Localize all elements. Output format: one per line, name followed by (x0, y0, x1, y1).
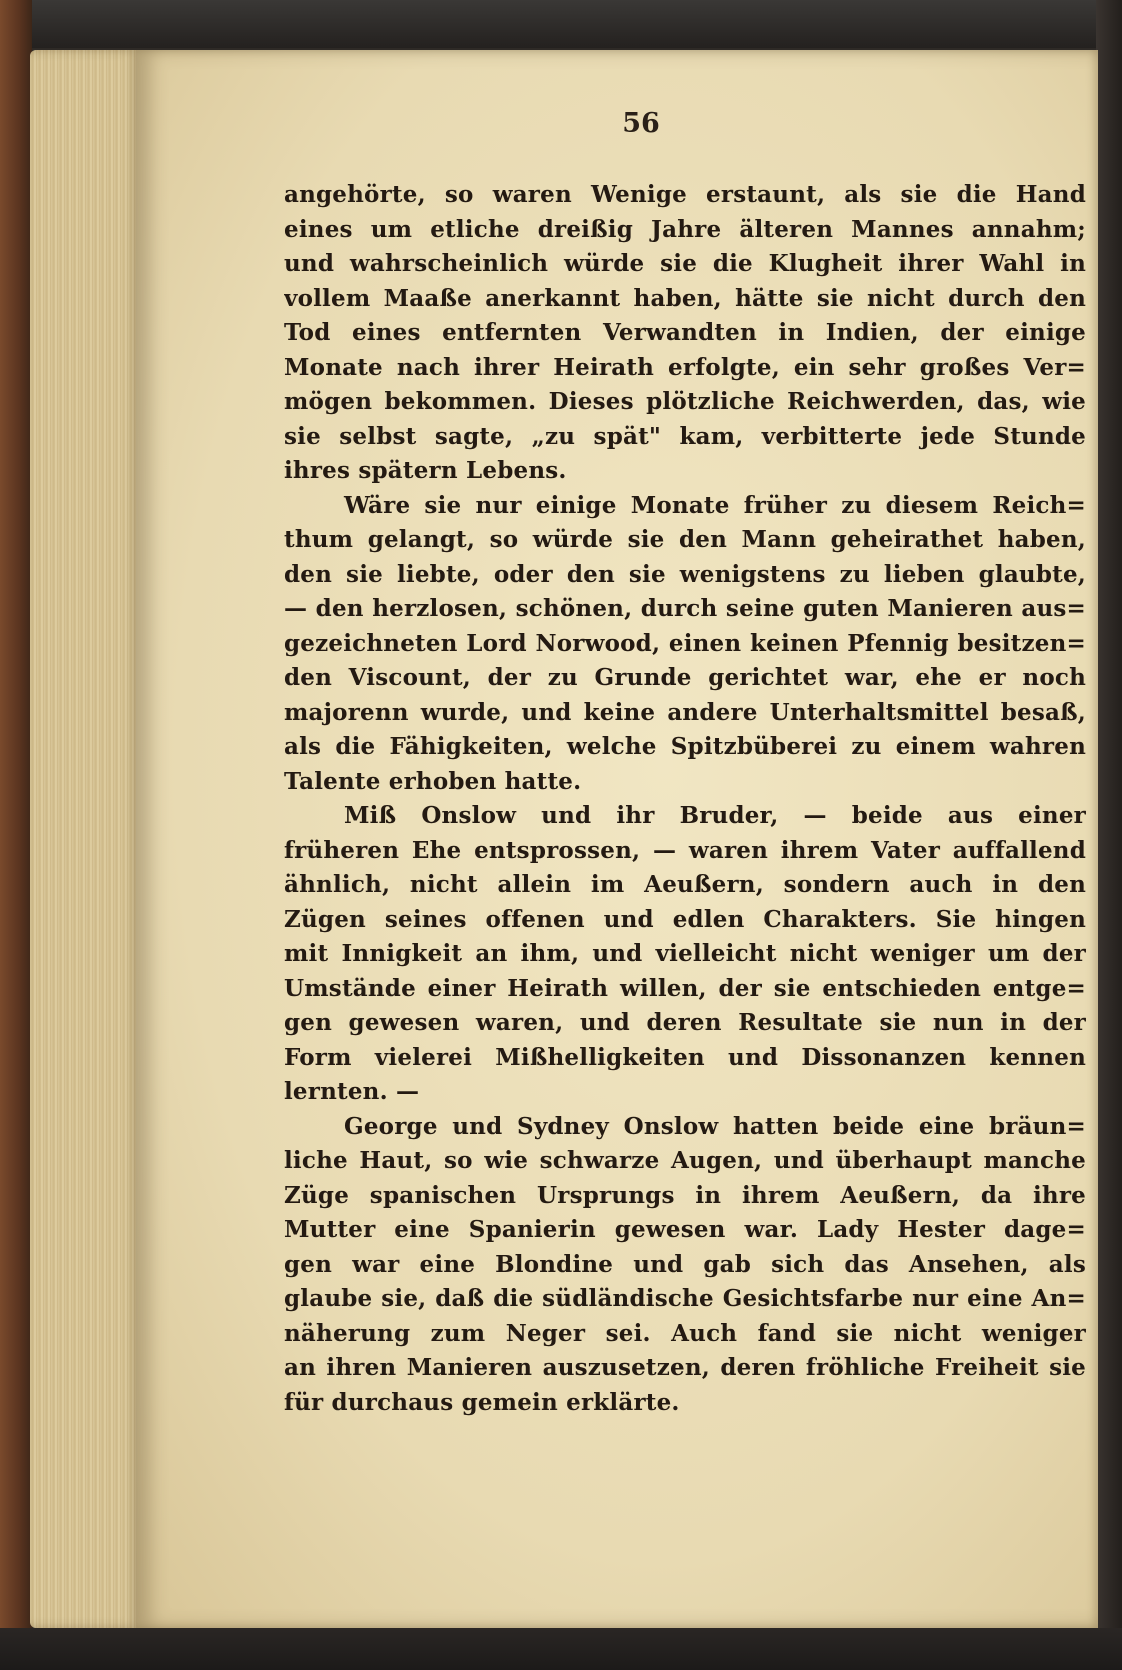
text-line: Mutter eine Spanierin gewesen war. Lady Hester dage= (284, 1216, 1086, 1243)
text-line: Talente erhoben hatte. (284, 767, 582, 795)
text-line: mit Innigkeit an ihm, und vielleicht nicht weniger um der (284, 940, 1086, 967)
book-cover-bottom (0, 1628, 1122, 1670)
text-line: glaube sie, daß die südländische Gesichtsfarbe nur eine An= (284, 1285, 1086, 1312)
text-line: lernten. — (284, 1078, 420, 1105)
text-line: George und Sydney Onslow hatten beide eine bräun= (344, 1112, 1086, 1140)
text-line: Miß Onslow und ihr Bruder, — beide aus einer (344, 802, 1086, 829)
text-line: majorenn wurde, und keine andere Unterhaltsmittel besaß, (284, 698, 1086, 726)
text-line: eines um etliche dreißig Jahre älteren Mannes annahm; (284, 215, 1086, 243)
page-number: 56 (622, 108, 660, 139)
book-cover-left (0, 0, 32, 1670)
text-line: und wahrscheinlich würde sie die Klugheit ihrer Wahl in (284, 250, 1086, 277)
text-line: Wäre sie nur einige Monate früher zu diesem Reich= (344, 491, 1086, 519)
text-line: thum gelangt, so würde sie den Mann geheirathet haben, (284, 526, 1086, 553)
body-text (284, 178, 1086, 1420)
book-cover-right (1096, 0, 1122, 1670)
text-line: den sie liebte, oder den sie wenigstens zu lieben glaubte, (284, 560, 1086, 588)
text-line: für durchaus gemein erklärte. (284, 1388, 680, 1416)
text-line: — den herzlosen, schönen, durch seine guten Manieren aus= (284, 595, 1086, 622)
text-line: vollem Maaße anerkannt haben, hätte sie nicht durch den (284, 284, 1086, 312)
text-line: Zügen seines offenen und edlen Charakters. Sie hingen (284, 905, 1086, 933)
text-line: früheren Ehe entsprossen, — waren ihrem Vater auffallend (284, 836, 1086, 864)
text-line: an ihren Manieren auszusetzen, deren fröhliche Freiheit sie (284, 1354, 1086, 1381)
text-line: den Viscount, der zu Grunde gerichtet war, ehe er noch (284, 664, 1086, 691)
text-line: ähnlich, nicht allein im Aeußern, sondern auch in den (284, 871, 1086, 898)
text-line: sie selbst sagte, „zu spät" kam, verbitterte jede Stunde (284, 422, 1086, 450)
text-line: gen war eine Blondine und gab sich das Ansehen, als (284, 1250, 1086, 1278)
book-page (136, 50, 1098, 1628)
text-line: als die Fähigkeiten, welche Spitzbüberei zu einem wahren (284, 733, 1086, 760)
text-line: liche Haut, so wie schwarze Augen, und überhaupt manche (284, 1147, 1086, 1174)
text-line: mögen bekommen. Dieses plötzliche Reichwerden, das, wie (284, 388, 1086, 415)
text-line: Züge spanischen Ursprungs in ihrem Aeußern, da ihre (284, 1181, 1086, 1209)
text-line: angehörte, so waren Wenige erstaunt, als sie die Hand (284, 181, 1086, 208)
text-line: näherung zum Neger sei. Auch fand sie nicht weniger (284, 1319, 1086, 1347)
page-edges (30, 50, 140, 1628)
text-line: ihres spätern Lebens. (284, 457, 567, 484)
text-line: gezeichneten Lord Norwood, einen keinen Pfennig besitzen= (284, 629, 1086, 657)
text-line: Umstände einer Heirath willen, der sie entschieden entge= (284, 974, 1086, 1002)
text-line: gen gewesen waren, und deren Resultate sie nun in der (284, 1009, 1086, 1036)
book-cover-top (0, 0, 1122, 48)
text-line: Tod eines entfernten Verwandten in Indien, der einige (284, 319, 1086, 346)
text-line: Monate nach ihrer Heirath erfolgte, ein sehr großes Ver= (284, 353, 1086, 381)
text-line: Form vielerei Mißhelligkeiten und Dissonanzen kennen (284, 1043, 1086, 1071)
